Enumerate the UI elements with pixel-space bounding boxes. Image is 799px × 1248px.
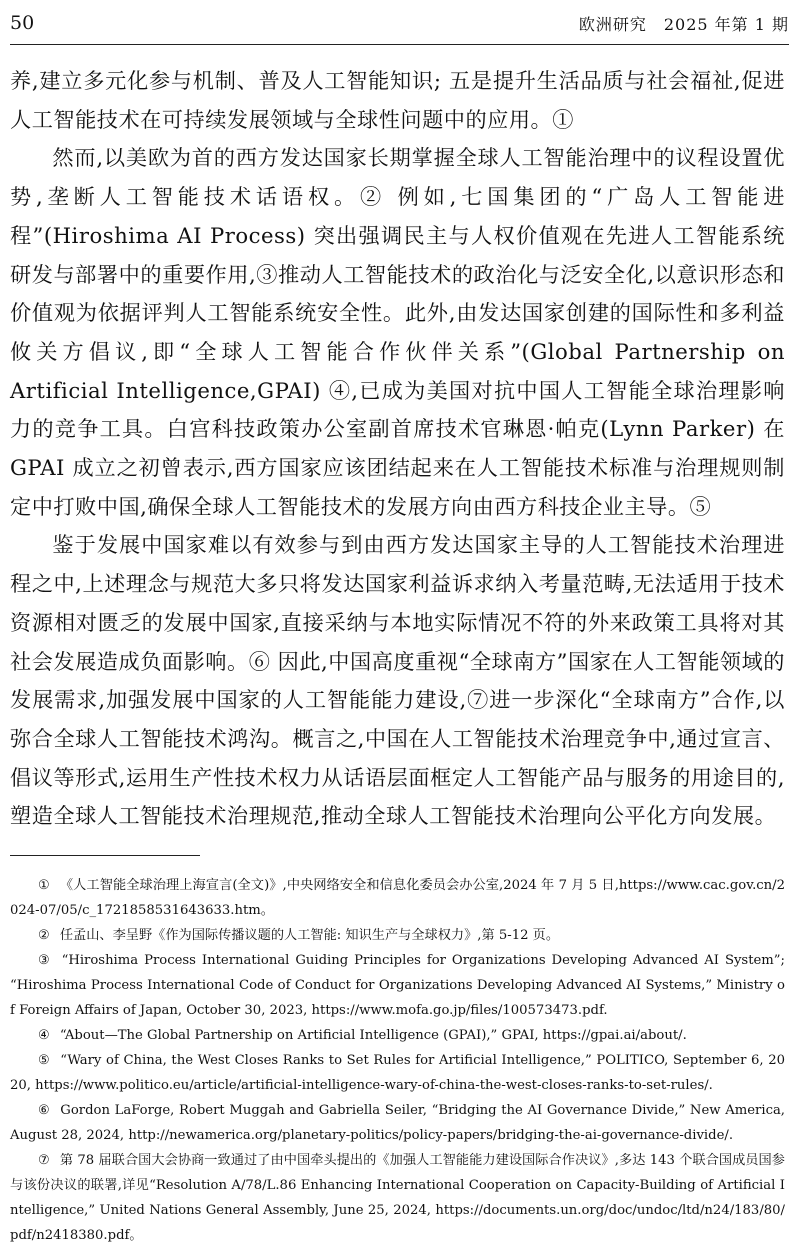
footnote-text: 第 78 届联合国大会协商一致通过了由中国牵头提出的《加强人工智能能力建设国际合作决议》,多达 143 个联合国成员国参与该份决议的联署,详见“Resolution A/78/L.86 Enhancing International Cooperation on Capacity-Building of Artificial Intelligence,” United Nations General Assembly, June 25, 2024, https://documents.un.org/doc/undoc/ltd/n24/183/80/pdf/n2418380.pdf。	[10, 1153, 785, 1243]
footnote	[10, 1023, 785, 1048]
footnote-text: Gordon LaForge, Robert Muggah and Gabriella Seiler, “Bridging the AI Governance Divide,” New America, August 28, 2024, http://newamerica.org/planetary-politics/policy-papers/bridging-the-ai-governance-divide/.	[10, 1103, 786, 1143]
journal-title: 欧洲研究 2025 年第 1 期	[578, 15, 789, 34]
paragraph: 然而,以美欧为首的西方发达国家长期掌握全球人工智能治理中的议程设置优势,垄断人工智能技术话语权。② 例如,七国集团的“广岛人工智能进程”(Hiroshima AI Process) 突出强调民主与人权价值观在先进人工智能系统研发与部署中的重要作用,③推动人工智能技术的政治化与泛安全化,以意识形态和价值观为依据评判人工智能系统安全性。此外,由发达国家创建的国际性和多利益攸关方倡议,即“全球人工智能合作伙伴关系”(Global Partnership on Artificial Intelligence,GPAI) ④,已成为美国对抗中国人工智能全球治理影响力的竞争工具。白宫科技政策办公室副首席技术官琳恩·帕克(Lynn Parker) 在 GPAI 成立之初曾表示,西方国家应该团结起来在人工智能技术标准与治理规则制定中打败中国,确保全球人工智能技术的发展方向由西方科技企业主导。⑤	[10, 145, 785, 519]
main-text	[10, 62, 785, 836]
footnote-text: “Wary of China, the West Closes Ranks to Set Rules for Artificial Intelligence,” POLITICO, September 6, 2020, https://www.politico.eu/article/artificial-intelligence-wary-of-china-the-west-closes-ranks-to-set-rules/.	[10, 1053, 785, 1093]
footnote	[10, 1048, 785, 1098]
footnotes	[10, 873, 785, 1248]
footnote-marker: ②	[38, 928, 50, 943]
footnote-marker: ①	[38, 878, 50, 893]
footnote-marker: ④	[38, 1028, 50, 1043]
footnote-divider	[10, 855, 200, 856]
footnote	[10, 873, 785, 923]
footnote-marker: ⑦	[38, 1153, 50, 1168]
footnote-text: 任孟山、李呈野《作为国际传播议题的人工智能: 知识生产与全球权力》,第 5-12 页。	[59, 928, 560, 943]
footnote	[10, 923, 785, 948]
paragraph: 鉴于发展中国家难以有效参与到由西方发达国家主导的人工智能技术治理进程之中,上述理念与规范大多只将发达国家利益诉求纳入考量范畴,无法适用于技术资源相对匮乏的发展中国家,直接采纳与本地实际情况不符的外来政策工具将对其社会发展造成负面影响。⑥ 因此,中国高度重视“全球南方”国家在人工智能领域的发展需求,加强发展中国家的人工智能能力建设,⑦进一步深化“全球南方”合作,以弥合全球人工智能技术鸿沟。概言之,中国在人工智能技术治理竞争中,通过宣言、倡议等形式,运用生产性技术权力从话语层面框定人工智能产品与服务的用途目的,塑造全球人工智能技术治理规范,推动全球人工智能技术治理向公平化方向发展。	[10, 532, 785, 829]
footnote-marker: ⑥	[38, 1103, 51, 1118]
page-number: 50	[10, 12, 35, 34]
footnote	[10, 948, 785, 1023]
running-header	[10, 8, 789, 45]
footnote-text: “About—The Global Partnership on Artificial Intelligence (GPAI),” GPAI, https://gpai.ai/about/.	[59, 1028, 687, 1043]
footnote-text: “Hiroshima Process International Guiding Principles for Organizations Developing Advanced AI System”; “Hiroshima Process International Code of Conduct for Organizations Developing Advanced AI Systems,” Ministry of Foreign Affairs of Japan, October 30, 2023, https://www.mofa.go.jp/files/100573473.pdf.	[10, 953, 785, 1018]
paragraph: 养,建立多元化参与机制、普及人工智能知识; 五是提升生活品质与社会福祉,促进人工智能技术在可持续发展领域与全球性问题中的应用。①	[10, 68, 785, 132]
footnote	[10, 1148, 785, 1248]
footnote-text: 《人工智能全球治理上海宣言(全文)》,中央网络安全和信息化委员会办公室,2024 年 7 月 5 日,https://www.cac.gov.cn/2024-07/05/c_1721858531643633.htm。	[10, 878, 786, 918]
footnote-marker: ⑤	[38, 1053, 51, 1068]
footnote-marker: ③	[38, 953, 52, 968]
footnote	[10, 1098, 785, 1148]
